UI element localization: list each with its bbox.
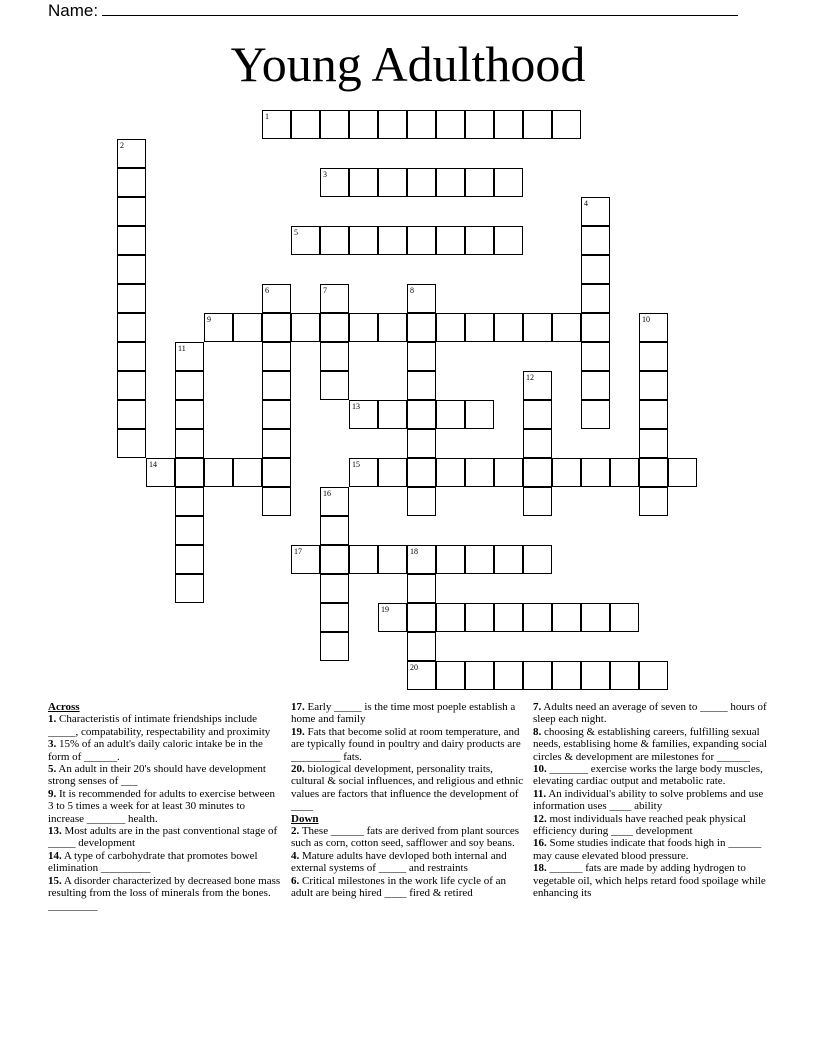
clue-across-3: 3. 15% of an adult's daily caloric intake be in the form of ______. xyxy=(48,738,263,763)
grid-cell[interactable] xyxy=(465,313,494,342)
grid-cell[interactable] xyxy=(668,458,697,487)
grid-cell[interactable] xyxy=(552,458,581,487)
grid-cell[interactable] xyxy=(494,313,523,342)
grid-cell[interactable] xyxy=(465,400,494,429)
clue-down-8: 8. choosing & establishing careers, fulfilling sexual needs, establising home & families, expanding social circles & development are milestones for ______ xyxy=(533,725,768,763)
grid-cell[interactable] xyxy=(581,197,610,226)
grid-cell[interactable] xyxy=(349,458,378,487)
grid-cell[interactable] xyxy=(407,284,436,313)
grid-cell[interactable] xyxy=(291,545,320,574)
clue-down-2: 2. These ______ fats are derived from plant sources such as corn, cotton seed, safflower and soy beans. xyxy=(291,825,519,850)
clues-column-3 xyxy=(533,701,767,900)
grid-cell[interactable] xyxy=(291,313,320,342)
clue-number: 7 xyxy=(323,286,327,295)
grid-cell[interactable] xyxy=(262,110,291,139)
grid-cell[interactable] xyxy=(465,168,494,197)
clue-number: 1 xyxy=(265,112,269,121)
grid-cell[interactable] xyxy=(320,632,349,661)
grid-cell[interactable] xyxy=(552,110,581,139)
grid-cell[interactable] xyxy=(581,313,610,342)
grid-cell[interactable] xyxy=(407,458,436,487)
clue-number: 3 xyxy=(323,170,327,179)
grid-cell[interactable] xyxy=(320,487,349,516)
clue-across-14: 14. A type of carbohydrate that promotes bowel elimination _________ xyxy=(48,849,258,875)
clue-down-4: 4. Mature adults have devloped both internal and external systems of _____ and restraints xyxy=(291,849,507,875)
grid-cell[interactable] xyxy=(233,313,262,342)
grid-cell[interactable] xyxy=(494,226,523,255)
grid-cell[interactable] xyxy=(523,458,552,487)
grid-cell[interactable] xyxy=(465,110,494,139)
grid-cell[interactable] xyxy=(378,400,407,429)
grid-cell[interactable] xyxy=(407,603,436,632)
grid-cell[interactable] xyxy=(494,110,523,139)
grid-cell[interactable] xyxy=(320,545,349,574)
clue-down-18: 18. ______ fats are made by adding hydrogen to vegetable oil, which helps retard food spoilage while enhancing its xyxy=(533,862,766,900)
grid-cell[interactable] xyxy=(262,371,291,400)
clue-number: 15 xyxy=(352,460,360,469)
grid-cell[interactable] xyxy=(639,487,668,516)
grid-cell[interactable] xyxy=(204,458,233,487)
grid-cell[interactable] xyxy=(320,516,349,545)
grid-cell[interactable] xyxy=(407,487,436,516)
clue-number: 11 xyxy=(178,344,186,353)
grid-cell[interactable] xyxy=(581,284,610,313)
grid-cell[interactable] xyxy=(407,226,436,255)
grid-cell[interactable] xyxy=(407,168,436,197)
grid-cell[interactable] xyxy=(175,545,204,574)
grid-cell[interactable] xyxy=(117,255,146,284)
grid-cell[interactable] xyxy=(436,400,465,429)
grid-cell[interactable] xyxy=(378,110,407,139)
grid-cell[interactable] xyxy=(320,342,349,371)
grid-cell[interactable] xyxy=(639,313,668,342)
grid-cell[interactable] xyxy=(262,458,291,487)
grid-cell[interactable] xyxy=(378,458,407,487)
grid-cell[interactable] xyxy=(552,661,581,690)
grid-cell[interactable] xyxy=(465,545,494,574)
grid-cell[interactable] xyxy=(494,458,523,487)
grid-cell[interactable] xyxy=(262,313,291,342)
grid-cell[interactable] xyxy=(117,400,146,429)
grid-cell[interactable] xyxy=(204,313,233,342)
grid-cell[interactable] xyxy=(117,139,146,168)
grid-cell[interactable] xyxy=(175,574,204,603)
grid-cell[interactable] xyxy=(494,545,523,574)
name-label: Name: xyxy=(48,1,99,20)
grid-cell[interactable] xyxy=(378,313,407,342)
grid-cell[interactable] xyxy=(407,429,436,458)
grid-cell[interactable] xyxy=(349,313,378,342)
grid-cell[interactable] xyxy=(407,661,436,690)
clue-down-10: 10. _______ exercise works the large body muscles, elevating cardiac output and metabolic rate. xyxy=(533,763,763,788)
grid-cell[interactable] xyxy=(407,110,436,139)
grid-cell[interactable] xyxy=(175,487,204,516)
grid-cell[interactable] xyxy=(494,603,523,632)
grid-cell[interactable] xyxy=(262,429,291,458)
grid-cell[interactable] xyxy=(581,226,610,255)
grid-cell[interactable] xyxy=(378,226,407,255)
grid-cell[interactable] xyxy=(349,110,378,139)
grid-cell[interactable] xyxy=(407,313,436,342)
page-title: Young Adulthood xyxy=(230,36,586,92)
grid-cell[interactable] xyxy=(320,284,349,313)
grid-cell[interactable] xyxy=(494,661,523,690)
grid-cell[interactable] xyxy=(407,400,436,429)
grid-cell[interactable] xyxy=(407,342,436,371)
grid-cell[interactable] xyxy=(436,603,465,632)
clue-down-6: 6. Critical milestones in the work life cycle of an adult are being hired ____ fired & retired xyxy=(291,874,507,900)
grid-cell[interactable] xyxy=(407,632,436,661)
grid-cell[interactable] xyxy=(349,400,378,429)
clue-number: 13 xyxy=(352,402,360,411)
grid-cell[interactable] xyxy=(175,371,204,400)
grid-cell[interactable] xyxy=(465,226,494,255)
grid-cell[interactable] xyxy=(610,603,639,632)
grid-cell[interactable] xyxy=(320,110,349,139)
grid-cell[interactable] xyxy=(436,313,465,342)
clue-across-1: 1. Characteristis of intimate friendships include _____, compatability, respectability and proximity xyxy=(48,713,271,738)
grid-cell[interactable] xyxy=(320,226,349,255)
grid-cell[interactable] xyxy=(465,603,494,632)
grid-cell[interactable] xyxy=(175,458,204,487)
grid-cell[interactable] xyxy=(581,458,610,487)
grid-cell[interactable] xyxy=(523,400,552,429)
grid-cell[interactable] xyxy=(117,284,146,313)
clue-across-17: 17. Early _____ is the time most poeple establish a home and family xyxy=(291,701,516,726)
grid-cell[interactable] xyxy=(175,516,204,545)
grid-cell[interactable] xyxy=(262,400,291,429)
grid-cell[interactable] xyxy=(581,371,610,400)
clue-number: 5 xyxy=(294,228,298,237)
grid-cell[interactable] xyxy=(552,313,581,342)
down-heading: Down xyxy=(291,812,319,825)
grid-cell[interactable] xyxy=(610,458,639,487)
grid-cell[interactable] xyxy=(175,400,204,429)
clue-across-13: 13. Most adults are in the past conventional stage of _____ development xyxy=(48,825,278,850)
grid-cell[interactable] xyxy=(436,545,465,574)
grid-cell[interactable] xyxy=(262,487,291,516)
clue-across-9: 9. It is recommended for adults to exercise between 3 to 5 times a week for at least 30 minutes to increase _______ health. xyxy=(48,787,275,825)
clues-column-2 xyxy=(291,701,525,900)
grid-cell[interactable] xyxy=(581,603,610,632)
grid-cell[interactable] xyxy=(175,429,204,458)
grid-cell[interactable] xyxy=(523,545,552,574)
grid-cell[interactable] xyxy=(523,313,552,342)
grid-cell[interactable] xyxy=(523,603,552,632)
grid-cell[interactable] xyxy=(117,429,146,458)
grid-cell[interactable] xyxy=(436,661,465,690)
clue-across-15: 15. A disorder characterized by decreased bone mass resulting from the loss of minerals from the bones. _________ xyxy=(48,874,281,912)
grid-cell[interactable] xyxy=(407,371,436,400)
clue-number: 2 xyxy=(120,141,124,150)
grid-cell[interactable] xyxy=(320,574,349,603)
grid-cell[interactable] xyxy=(117,371,146,400)
grid-cell[interactable] xyxy=(436,168,465,197)
grid-cell[interactable] xyxy=(523,110,552,139)
grid-cell[interactable] xyxy=(407,545,436,574)
clue-number: 14 xyxy=(149,460,157,469)
clue-number: 8 xyxy=(410,286,414,295)
grid-cell[interactable] xyxy=(639,661,668,690)
grid-cell[interactable] xyxy=(581,661,610,690)
grid-cell[interactable] xyxy=(639,371,668,400)
grid-cell[interactable] xyxy=(407,574,436,603)
grid-cell[interactable] xyxy=(117,197,146,226)
clue-down-12: 12. most individuals have reached peak physical efficiency during ____ development xyxy=(533,812,746,838)
clues-column-1 xyxy=(48,701,282,912)
clue-number: 19 xyxy=(381,605,389,614)
grid-cell[interactable] xyxy=(552,603,581,632)
clue-across-20: 20. biological development, personality traits, cultural & social influences, and religious and ethnic values are factors that influence the development of ____ xyxy=(291,763,524,813)
grid-cell[interactable] xyxy=(465,661,494,690)
grid-cell[interactable] xyxy=(523,487,552,516)
grid-cell[interactable] xyxy=(320,313,349,342)
clue-down-11: 11. An individual's ability to solve problems and use information uses ____ ability xyxy=(533,787,764,813)
grid-cell[interactable] xyxy=(436,458,465,487)
clue-number: 12 xyxy=(526,373,534,382)
grid-cell[interactable] xyxy=(117,168,146,197)
grid-cell[interactable] xyxy=(146,458,175,487)
clue-number: 4 xyxy=(584,199,588,208)
grid-cell[interactable] xyxy=(349,545,378,574)
grid-cell[interactable] xyxy=(581,400,610,429)
grid-cell[interactable] xyxy=(175,342,204,371)
grid-cell[interactable] xyxy=(378,603,407,632)
grid-cell[interactable] xyxy=(262,284,291,313)
grid-cell[interactable] xyxy=(581,342,610,371)
grid-cell[interactable] xyxy=(639,400,668,429)
clue-down-16: 16. Some studies indicate that foods high in ______ may cause elevated blood pressure. xyxy=(533,837,762,862)
grid-cell[interactable] xyxy=(349,226,378,255)
grid-cell[interactable] xyxy=(320,168,349,197)
grid-cell[interactable] xyxy=(639,342,668,371)
grid-cell[interactable] xyxy=(117,226,146,255)
grid-cell[interactable] xyxy=(639,429,668,458)
grid-cell[interactable] xyxy=(291,226,320,255)
grid-cell[interactable] xyxy=(523,429,552,458)
grid-cell[interactable] xyxy=(378,545,407,574)
grid-cell[interactable] xyxy=(436,226,465,255)
grid-cell[interactable] xyxy=(349,168,378,197)
grid-cell[interactable] xyxy=(494,168,523,197)
clue-number: 17 xyxy=(294,547,302,556)
grid-cell[interactable] xyxy=(320,371,349,400)
across-heading: Across xyxy=(48,701,80,713)
clue-number: 10 xyxy=(642,315,650,324)
grid-cell[interactable] xyxy=(465,458,494,487)
grid-cell[interactable] xyxy=(378,168,407,197)
grid-cell[interactable] xyxy=(581,255,610,284)
grid-cell[interactable] xyxy=(262,342,291,371)
clue-across-19: 19. Fats that become solid at room temperature, and are typically found in poultry and dairy products are _________ fats. xyxy=(291,725,521,763)
grid-cell[interactable] xyxy=(610,661,639,690)
clue-down-7: 7. Adults need an average of seven to _____ hours of sleep each night. xyxy=(533,701,767,726)
clue-number: 9 xyxy=(207,315,211,324)
grid-cell[interactable] xyxy=(523,371,552,400)
clue-number: 6 xyxy=(265,286,269,295)
grid-cell[interactable] xyxy=(523,661,552,690)
grid-cell[interactable] xyxy=(117,342,146,371)
clue-number: 20 xyxy=(410,663,418,672)
grid-cell[interactable] xyxy=(117,313,146,342)
grid-cell[interactable] xyxy=(320,603,349,632)
grid-cell[interactable] xyxy=(436,110,465,139)
grid-cell[interactable] xyxy=(291,110,320,139)
clue-number: 18 xyxy=(410,547,418,556)
clue-across-5: 5. An adult in their 20's should have development strong senses of ___ xyxy=(48,763,266,788)
clue-number: 16 xyxy=(323,489,331,498)
grid-cell[interactable] xyxy=(233,458,262,487)
grid-cell[interactable] xyxy=(639,458,668,487)
